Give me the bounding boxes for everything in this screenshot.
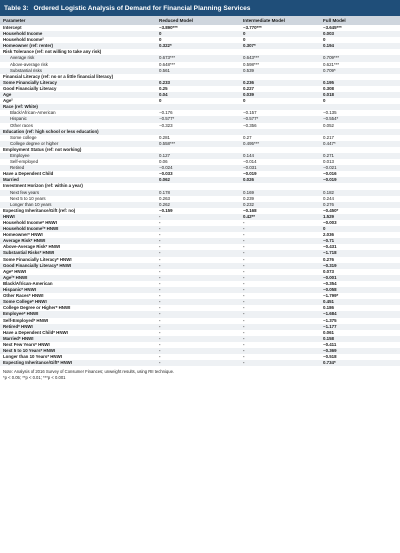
reduced-model-cell: - xyxy=(156,342,240,348)
note-source: Note: Analysis of 2016 Survey of Consumer Finances; unweight results, using RII technique. xyxy=(3,369,175,375)
full-model-cell: −0.431 xyxy=(320,244,400,250)
intermediate-model-cell: 0 xyxy=(240,31,320,37)
intermediate-model-cell: 0.239 xyxy=(240,196,320,202)
intermediate-model-cell: 0.026 xyxy=(240,177,320,183)
full-model-cell: −0.003 xyxy=(320,220,400,226)
column-header-reduced: Reduced Model xyxy=(156,16,240,25)
column-header-full: Full Model xyxy=(320,16,400,25)
parameter-cell: Have a Dependent Child xyxy=(0,171,156,177)
intermediate-model-cell: - xyxy=(240,305,320,311)
reduced-model-cell: 0.673*** xyxy=(156,55,240,61)
full-model-cell: 0.182 xyxy=(320,190,400,196)
full-model-cell: −0.450* xyxy=(320,208,400,214)
column-header-parameter: Parameter xyxy=(0,16,156,25)
parameter-cell: Substantial risks xyxy=(0,68,156,74)
intermediate-model-cell: - xyxy=(240,360,320,366)
parameter-cell: Employee* HNWI xyxy=(0,311,156,317)
reduced-model-cell: 0.04 xyxy=(156,92,240,98)
parameter-cell: Longer than 10 Years* HNWI xyxy=(0,354,156,360)
reduced-model-cell: - xyxy=(156,250,240,256)
intermediate-model-cell: 0 xyxy=(240,98,320,104)
full-model-cell: 0.451 xyxy=(320,299,400,305)
full-model-cell: −1.718 xyxy=(320,250,400,256)
full-model-cell: −1.177 xyxy=(320,324,400,330)
intermediate-model-cell: - xyxy=(240,287,320,293)
parameter-cell: College Degree or Higher* HNWI xyxy=(0,305,156,311)
parameter-cell: Expecting Inheritance/Gift* HNWI xyxy=(0,360,156,366)
intermediate-model-cell: - xyxy=(240,232,320,238)
parameter-cell: Some college xyxy=(0,135,156,141)
reduced-model-cell: - xyxy=(156,318,240,324)
reduced-model-cell: −0.323 xyxy=(156,123,240,129)
intermediate-model-cell: −0.577* xyxy=(240,116,320,122)
intermediate-model-cell: 0.169 xyxy=(240,190,320,196)
parameter-cell: Hispanic xyxy=(0,116,156,122)
intermediate-model-cell: - xyxy=(240,336,320,342)
full-model-cell: 0.061 xyxy=(320,330,400,336)
full-model-cell: 0.073 xyxy=(320,269,400,275)
full-model-cell: 0.271 xyxy=(320,153,400,159)
parameter-cell: Expecting Inheritance/Gift (ref: no) xyxy=(0,208,156,214)
intermediate-model-cell: 0.643*** xyxy=(240,55,320,61)
full-model-cell: −1.799* xyxy=(320,293,400,299)
full-model-cell: −0.554* xyxy=(320,116,400,122)
parameter-cell: College degree or higher xyxy=(0,141,156,147)
intermediate-model-cell: - xyxy=(240,311,320,317)
intermediate-model-cell: - xyxy=(240,275,320,281)
reduced-model-cell: 0.25 xyxy=(156,86,240,92)
parameter-cell: Investment Horizon (ref: within a year) xyxy=(0,183,156,189)
full-model-cell: 0 xyxy=(320,98,400,104)
full-model-cell: −0.354 xyxy=(320,281,400,287)
parameter-cell: Some College* HNWI xyxy=(0,299,156,305)
full-model-cell: −0.016 xyxy=(320,171,400,177)
full-model-cell: 0.186 xyxy=(320,305,400,311)
reduced-model-cell: - xyxy=(156,348,240,354)
full-model-cell: −0.369 xyxy=(320,348,400,354)
reduced-model-cell: 0.127 xyxy=(156,153,240,159)
intermediate-model-cell: - xyxy=(240,226,320,232)
reduced-model-cell: 0.233 xyxy=(156,80,240,86)
reduced-model-cell: - xyxy=(156,330,240,336)
reduced-model-cell: 0.062 xyxy=(156,177,240,183)
reduced-model-cell: - xyxy=(156,299,240,305)
reduced-model-cell: −0.024 xyxy=(156,165,240,171)
intermediate-model-cell: - xyxy=(240,263,320,269)
parameter-cell: Race (ref: White) xyxy=(0,104,156,110)
intermediate-model-cell: −0.031 xyxy=(240,165,320,171)
intermediate-model-cell: - xyxy=(240,354,320,360)
full-model-cell: 0.308 xyxy=(320,86,400,92)
reduced-model-cell: - xyxy=(156,238,240,244)
intermediate-model-cell: - xyxy=(240,269,320,275)
parameter-cell: Have a Dependent Child* HNWI xyxy=(0,330,156,336)
intermediate-model-cell: 0.495*** xyxy=(240,141,320,147)
full-model-cell: −0.135 xyxy=(320,110,400,116)
intermediate-model-cell: 0 xyxy=(240,37,320,43)
parameter-cell: Household Income²* HNWI xyxy=(0,226,156,232)
reduced-model-cell: 0.262 xyxy=(156,202,240,208)
intermediate-model-cell: - xyxy=(240,330,320,336)
intermediate-model-cell: 0.307* xyxy=(240,43,320,49)
reduced-model-cell: - xyxy=(156,226,240,232)
parameter-cell: Good Financially Literacy xyxy=(0,86,156,92)
reduced-model-cell: - xyxy=(156,232,240,238)
parameter-cell: Homeowner* HNWI xyxy=(0,232,156,238)
intermediate-model-cell: - xyxy=(240,342,320,348)
reduced-model-cell: - xyxy=(156,354,240,360)
full-model-cell: 0.052 xyxy=(320,123,400,129)
parameter-cell: Employee xyxy=(0,153,156,159)
parameter-cell: Black/African-American xyxy=(0,110,156,116)
reduced-model-cell: - xyxy=(156,257,240,263)
reduced-model-cell: - xyxy=(156,336,240,342)
parameter-cell: Homeowner (ref: renter) xyxy=(0,43,156,49)
full-model-cell: −1.375 xyxy=(320,318,400,324)
intermediate-model-cell: 0.42** xyxy=(240,214,320,220)
reduced-model-cell: - xyxy=(156,275,240,281)
parameter-cell: Next few years xyxy=(0,190,156,196)
intermediate-model-cell: −0.019 xyxy=(240,171,320,177)
reduced-model-cell: 0.06 xyxy=(156,159,240,165)
full-model-cell: 0.709* xyxy=(320,68,400,74)
parameter-cell: Intercept xyxy=(0,25,156,31)
reduced-model-cell: −3.890*** xyxy=(156,25,240,31)
note-significance: *p < 0.05; **p < 0.01; ***p < 0.001 xyxy=(3,374,66,380)
column-header-intermediate: Intermediate Model xyxy=(240,16,320,25)
parameter-cell: Hispanic* HNWI xyxy=(0,287,156,293)
parameter-cell: Good Financially Literacy* HNWI xyxy=(0,263,156,269)
parameter-cell: Average Risk* HNWI xyxy=(0,238,156,244)
intermediate-model-cell: - xyxy=(240,257,320,263)
parameter-cell: Next 5 to 10 Years* HNWI xyxy=(0,348,156,354)
intermediate-model-cell: −0.168 xyxy=(240,208,320,214)
reduced-model-cell: - xyxy=(156,263,240,269)
reduced-model-cell: 0.178 xyxy=(156,190,240,196)
full-model-cell: 0.276 xyxy=(320,202,400,208)
reduced-model-cell: - xyxy=(156,214,240,220)
reduced-model-cell: 0.281 xyxy=(156,135,240,141)
reduced-model-cell: 0.263 xyxy=(156,196,240,202)
full-model-cell: 0.734* xyxy=(320,360,400,366)
intermediate-model-cell: - xyxy=(240,299,320,305)
parameter-cell: Age² xyxy=(0,98,156,104)
parameter-cell: Household Income* HNWI xyxy=(0,220,156,226)
reduced-model-cell: - xyxy=(156,281,240,287)
full-model-cell: 0.709*** xyxy=(320,55,400,61)
full-model-cell: 0.194 xyxy=(320,43,400,49)
reduced-model-cell: 0.561 xyxy=(156,68,240,74)
parameter-cell: Retired xyxy=(0,165,156,171)
intermediate-model-cell: 0.236 xyxy=(240,80,320,86)
table-notes xyxy=(0,366,400,380)
parameter-cell: Age xyxy=(0,92,156,98)
reduced-model-cell: 0.322* xyxy=(156,43,240,49)
intermediate-model-cell: - xyxy=(240,220,320,226)
full-model-cell: −0.411 xyxy=(320,342,400,348)
intermediate-model-cell: 0.232 xyxy=(240,202,320,208)
full-model-cell: 0.621*** xyxy=(320,62,400,68)
full-model-cell: 0.276 xyxy=(320,257,400,263)
intermediate-model-cell: 0.598*** xyxy=(240,62,320,68)
parameter-cell: Substantial Risks* HNWI xyxy=(0,250,156,256)
reduced-model-cell: - xyxy=(156,305,240,311)
parameter-cell: Married* HNWI xyxy=(0,336,156,342)
reduced-model-cell: - xyxy=(156,311,240,317)
reduced-model-cell: −0.033 xyxy=(156,171,240,177)
reduced-model-cell: 0.648*** xyxy=(156,62,240,68)
full-model-cell: 0.217 xyxy=(320,135,400,141)
parameter-cell: Other Races* HNWI xyxy=(0,293,156,299)
reduced-model-cell: 0.558*** xyxy=(156,141,240,147)
reduced-model-cell: - xyxy=(156,244,240,250)
parameter-cell: Self-Employed* HNWI xyxy=(0,318,156,324)
parameter-cell: Risk Tolerance (ref: not willing to take any risk) xyxy=(0,49,156,55)
parameter-cell: Employment Status (ref: not working) xyxy=(0,147,156,153)
full-model-cell: −1.684 xyxy=(320,311,400,317)
reduced-model-cell: −0.159 xyxy=(156,208,240,214)
intermediate-model-cell: - xyxy=(240,281,320,287)
parameter-cell: Next 5 to 10 years xyxy=(0,196,156,202)
reduced-model-cell: - xyxy=(156,220,240,226)
intermediate-model-cell: - xyxy=(240,238,320,244)
parameter-cell: Age* HNWI xyxy=(0,269,156,275)
full-model-cell: 0 xyxy=(320,37,400,43)
intermediate-model-cell: - xyxy=(240,244,320,250)
full-model-cell: 1.529 xyxy=(320,214,400,220)
reduced-model-cell: - xyxy=(156,360,240,366)
full-model-cell: −0.71 xyxy=(320,238,400,244)
intermediate-model-cell: - xyxy=(240,348,320,354)
parameter-cell: Some Financially Literacy* HNWI xyxy=(0,257,156,263)
header-row xyxy=(0,16,400,25)
intermediate-model-cell: 0.227 xyxy=(240,86,320,92)
full-model-cell: −0.058 xyxy=(320,287,400,293)
parameter-cell: Household Income² xyxy=(0,37,156,43)
intermediate-model-cell: 0.27 xyxy=(240,135,320,141)
parameter-cell: Above-Average Risk* HNWI xyxy=(0,244,156,250)
regression-table xyxy=(0,16,400,366)
parameter-cell: Age²* HNWI xyxy=(0,275,156,281)
parameter-cell: Other races xyxy=(0,123,156,129)
reduced-model-cell: −0.577* xyxy=(156,116,240,122)
reduced-model-cell: - xyxy=(156,287,240,293)
reduced-model-cell: - xyxy=(156,269,240,275)
table-number: Table 3: xyxy=(4,4,29,12)
intermediate-model-cell: - xyxy=(240,293,320,299)
reduced-model-cell: 0 xyxy=(156,98,240,104)
full-model-cell: −0.001 xyxy=(320,275,400,281)
intermediate-model-cell: - xyxy=(240,318,320,324)
parameter-cell: Next Few Years* HNWI xyxy=(0,342,156,348)
parameter-cell: Married xyxy=(0,177,156,183)
intermediate-model-cell: −3.770*** xyxy=(240,25,320,31)
reduced-model-cell: - xyxy=(156,293,240,299)
parameter-cell: Average risk xyxy=(0,55,156,61)
full-model-cell: 0.447* xyxy=(320,141,400,147)
parameter-cell: Household Income xyxy=(0,31,156,37)
parameter-cell: Black/African-American xyxy=(0,281,156,287)
intermediate-model-cell: −0.014 xyxy=(240,159,320,165)
full-model-cell: 0.244 xyxy=(320,196,400,202)
full-model-cell: −0.019 xyxy=(320,177,400,183)
parameter-cell: Education (ref: high school or less education) xyxy=(0,129,156,135)
parameter-cell: Self-employed xyxy=(0,159,156,165)
full-model-cell: 0.195 xyxy=(320,80,400,86)
parameter-cell: HNWI xyxy=(0,214,156,220)
intermediate-model-cell: 0.039 xyxy=(240,92,320,98)
table-body xyxy=(0,25,400,366)
parameter-cell: Above-average risk xyxy=(0,62,156,68)
full-model-cell: 0 xyxy=(320,226,400,232)
parameter-cell: Some Financially Literacy xyxy=(0,80,156,86)
full-model-cell: 2.036 xyxy=(320,232,400,238)
full-model-cell: 0.003 xyxy=(320,31,400,37)
full-model-cell: −0.021 xyxy=(320,165,400,171)
parameter-cell: Longer than 10 years xyxy=(0,202,156,208)
intermediate-model-cell: 0.539 xyxy=(240,68,320,74)
full-model-cell: 0.018 xyxy=(320,92,400,98)
reduced-model-cell: −0.176 xyxy=(156,110,240,116)
intermediate-model-cell: - xyxy=(240,324,320,330)
intermediate-model-cell: −0.157 xyxy=(240,110,320,116)
intermediate-model-cell: −0.356 xyxy=(240,123,320,129)
reduced-model-cell: - xyxy=(156,324,240,330)
table-title: Ordered Logistic Analysis of Demand for Financial Planning Services xyxy=(33,4,251,12)
full-model-cell: −3.645*** xyxy=(320,25,400,31)
parameter-cell: Retired* HNWI xyxy=(0,324,156,330)
parameter-cell: Financial Literacy (ref: no or a little financial literacy) xyxy=(0,74,156,80)
full-model-cell: −0.319 xyxy=(320,263,400,269)
full-model-cell: 0.158 xyxy=(320,336,400,342)
intermediate-model-cell: 0.144 xyxy=(240,153,320,159)
table-title-bar xyxy=(0,0,400,16)
reduced-model-cell: 0 xyxy=(156,31,240,37)
reduced-model-cell: 0 xyxy=(156,37,240,43)
full-model-cell: −0.518 xyxy=(320,354,400,360)
intermediate-model-cell: - xyxy=(240,250,320,256)
full-model-cell: 0.013 xyxy=(320,159,400,165)
